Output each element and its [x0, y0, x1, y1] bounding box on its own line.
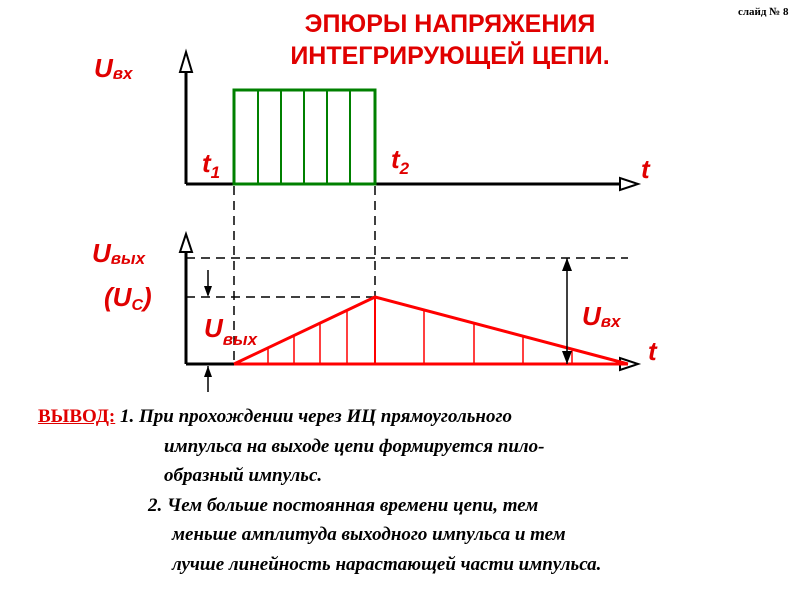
conclusion-header: ВЫВОД:	[38, 406, 116, 427]
conclusion-line	[164, 461, 800, 491]
time-label-top: t	[641, 154, 650, 184]
capacitor-voltage-label: (UC)	[104, 282, 152, 314]
conclusion-text: лучше линейность нарастающей части импульса.	[172, 553, 602, 575]
input-voltage-label: Uвх	[94, 53, 133, 83]
conclusion-block	[38, 402, 778, 579]
conclusion-line	[38, 402, 778, 432]
conclusion-line	[172, 520, 800, 550]
conclusion-text: меньше амплитуда выходного импульса и тем	[172, 524, 566, 545]
output-voltage-label: Uвых	[92, 238, 146, 268]
t2-label: $t_2$	[391, 144, 410, 178]
slide-number: слайд № 8	[738, 6, 789, 18]
time-label-bottom: t	[648, 336, 657, 366]
conclusion-line	[164, 432, 800, 462]
input-time-arrow	[620, 178, 638, 190]
input-y-arrow	[180, 52, 192, 72]
conclusion-text: импульса на выходе цепи формируется пило-	[164, 435, 545, 457]
output-y-arrow	[180, 234, 192, 252]
input-amplitude-label: Uвх	[582, 301, 621, 331]
conclusion-text: 1. При прохождении через ИЦ прямоугольного	[119, 406, 512, 427]
conclusion-text: образный импульс.	[164, 465, 323, 486]
input-pulse	[234, 90, 375, 184]
conclusion-line	[148, 491, 800, 521]
title-line-2: ИНТЕГРИРУЮЩЕЙ ЦЕПИ.	[290, 42, 610, 70]
conclusion-text: 2. Чем больше постоянная времени цепи, тем	[148, 494, 539, 516]
conclusion-line	[172, 550, 800, 580]
title-line-1: ЭПЮРЫ НАПРЯЖЕНИЯ	[304, 10, 596, 38]
output-amplitude-label: $U_{вых}$	[204, 313, 258, 349]
t1-label: $t_1$	[202, 148, 221, 182]
